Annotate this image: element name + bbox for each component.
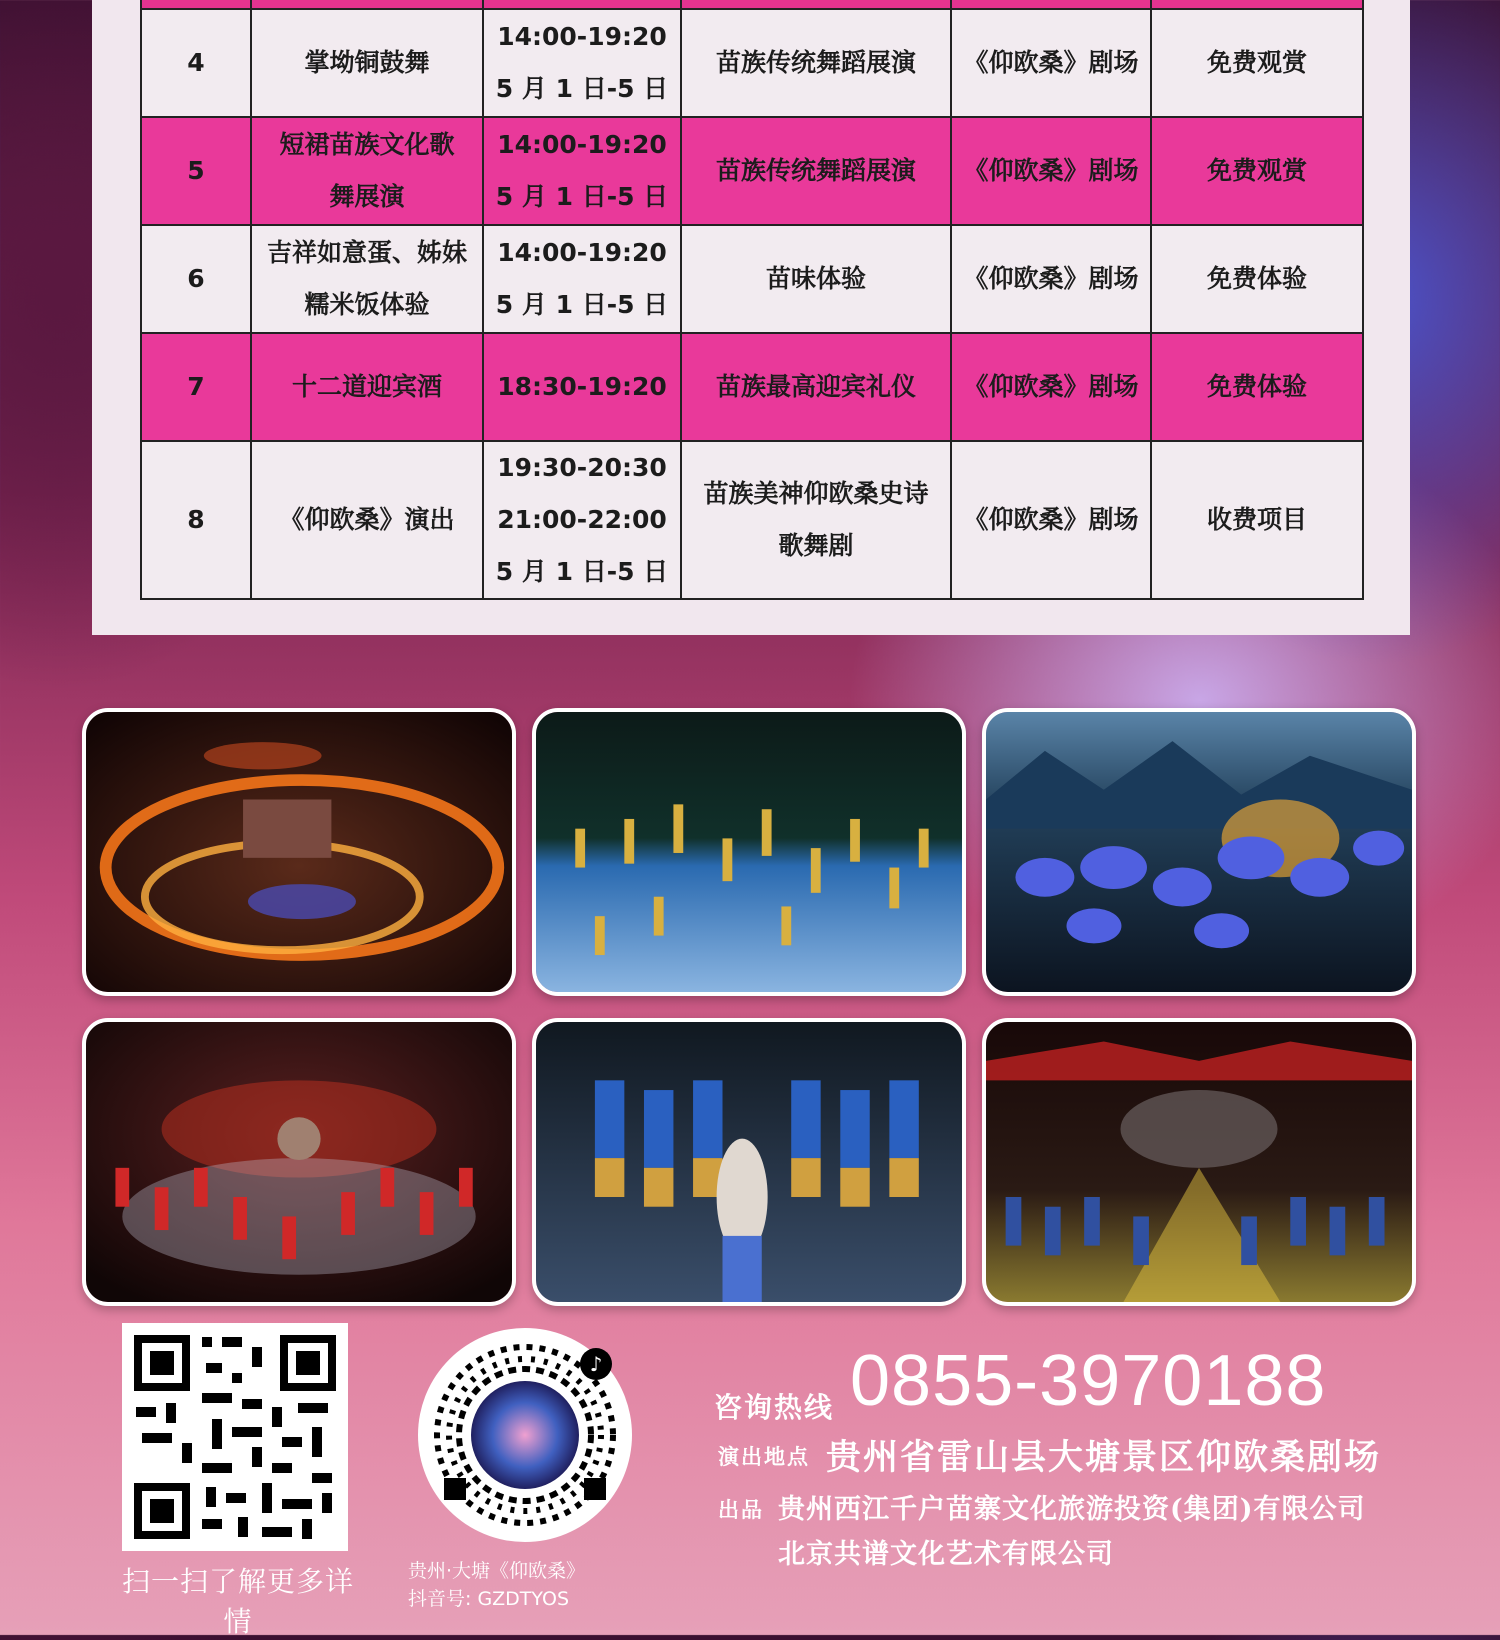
- performance-photo: [982, 708, 1416, 996]
- performance-photo: [532, 1018, 966, 1306]
- cell-fee: 收费项目: [1151, 441, 1363, 599]
- performance-photo: [82, 708, 516, 996]
- cell-no: 5: [141, 117, 251, 225]
- cell-venue: 《仰欧桑》剧场: [951, 9, 1151, 117]
- cell-time: 14:00-19:20 5 月 1 日-5 日: [483, 117, 681, 225]
- douyin-id: 抖音号: GZDTYOS: [408, 1588, 569, 1610]
- cell-name: 《仰欧桑》演出: [251, 441, 483, 599]
- schedule-table: [140, 0, 1364, 600]
- cell-fee: 免费观赏: [1151, 117, 1363, 225]
- cell-fee: 免费体验: [1151, 225, 1363, 333]
- qr-caption: 扫一扫了解更多详情: [121, 1565, 354, 1638]
- cell-content: 苗族传统舞蹈展演: [681, 9, 951, 117]
- producer-label: 出品: [718, 1498, 764, 1522]
- cell-no: 6: [141, 225, 251, 333]
- cell-time: 18:30-19:20: [483, 333, 681, 441]
- cell-no: 4: [141, 9, 251, 117]
- cell-no: 7: [141, 333, 251, 441]
- performance-photo: [82, 1018, 516, 1306]
- cell-fee: 免费观赏: [1151, 9, 1363, 117]
- schedule-card: [92, 0, 1410, 635]
- cell-time: 14:00-19:20 5 月 1 日-5 日: [483, 225, 681, 333]
- table-row: [141, 9, 1363, 117]
- cell-venue: 《仰欧桑》剧场: [951, 117, 1151, 225]
- table-row: [141, 333, 1363, 441]
- performance-photo: [982, 1018, 1416, 1306]
- performance-photo: [532, 708, 966, 996]
- cell-name: 十二道迎宾酒: [251, 333, 483, 441]
- table-row: [141, 225, 1363, 333]
- producer-2: 北京共谱文化艺术有限公司: [778, 1539, 1114, 1570]
- address-label: 演出地点: [718, 1445, 810, 1469]
- cell-time: 19:30-20:30 21:00-22:00 5 月 1 日-5 日: [483, 441, 681, 599]
- cell-venue: 《仰欧桑》剧场: [951, 441, 1151, 599]
- svg-text:♪: ♪: [589, 1352, 603, 1376]
- cell-name: 吉祥如意蛋、姊妹 糯米饭体验: [251, 225, 483, 333]
- cell-time: 14:00-19:20 5 月 1 日-5 日: [483, 9, 681, 117]
- cell-content: 苗族传统舞蹈展演: [681, 117, 951, 225]
- producer-1: 贵州西江千户苗寨文化旅游投资(集团)有限公司: [778, 1494, 1366, 1525]
- table-row: [141, 117, 1363, 225]
- cell-content: 苗味体验: [681, 225, 951, 333]
- douyin-code[interactable]: [418, 1328, 632, 1542]
- hotline-number[interactable]: 0855-3970188: [850, 1341, 1327, 1421]
- cell-name: 短裙苗族文化歌 舞展演: [251, 117, 483, 225]
- table-row-strip: [141, 0, 1363, 9]
- address-value: 贵州省雷山县大塘景区仰欧桑剧场: [826, 1437, 1382, 1478]
- cell-venue: 《仰欧桑》剧场: [951, 333, 1151, 441]
- douyin-caption: [408, 1557, 648, 1613]
- cell-fee: 免费体验: [1151, 333, 1363, 441]
- hotline-label: 咨询热线: [714, 1391, 835, 1424]
- qr-code[interactable]: [122, 1323, 348, 1551]
- cell-venue: 《仰欧桑》剧场: [951, 225, 1151, 333]
- table-row: [141, 441, 1363, 599]
- cell-name: 掌坳铜鼓舞: [251, 9, 483, 117]
- cell-no: 8: [141, 441, 251, 599]
- cell-content: 苗族最高迎宾礼仪: [681, 333, 951, 441]
- douyin-title: 贵州·大塘《仰欧桑》: [408, 1560, 586, 1582]
- cell-content: 苗族美神仰欧桑史诗 歌舞剧: [681, 441, 951, 599]
